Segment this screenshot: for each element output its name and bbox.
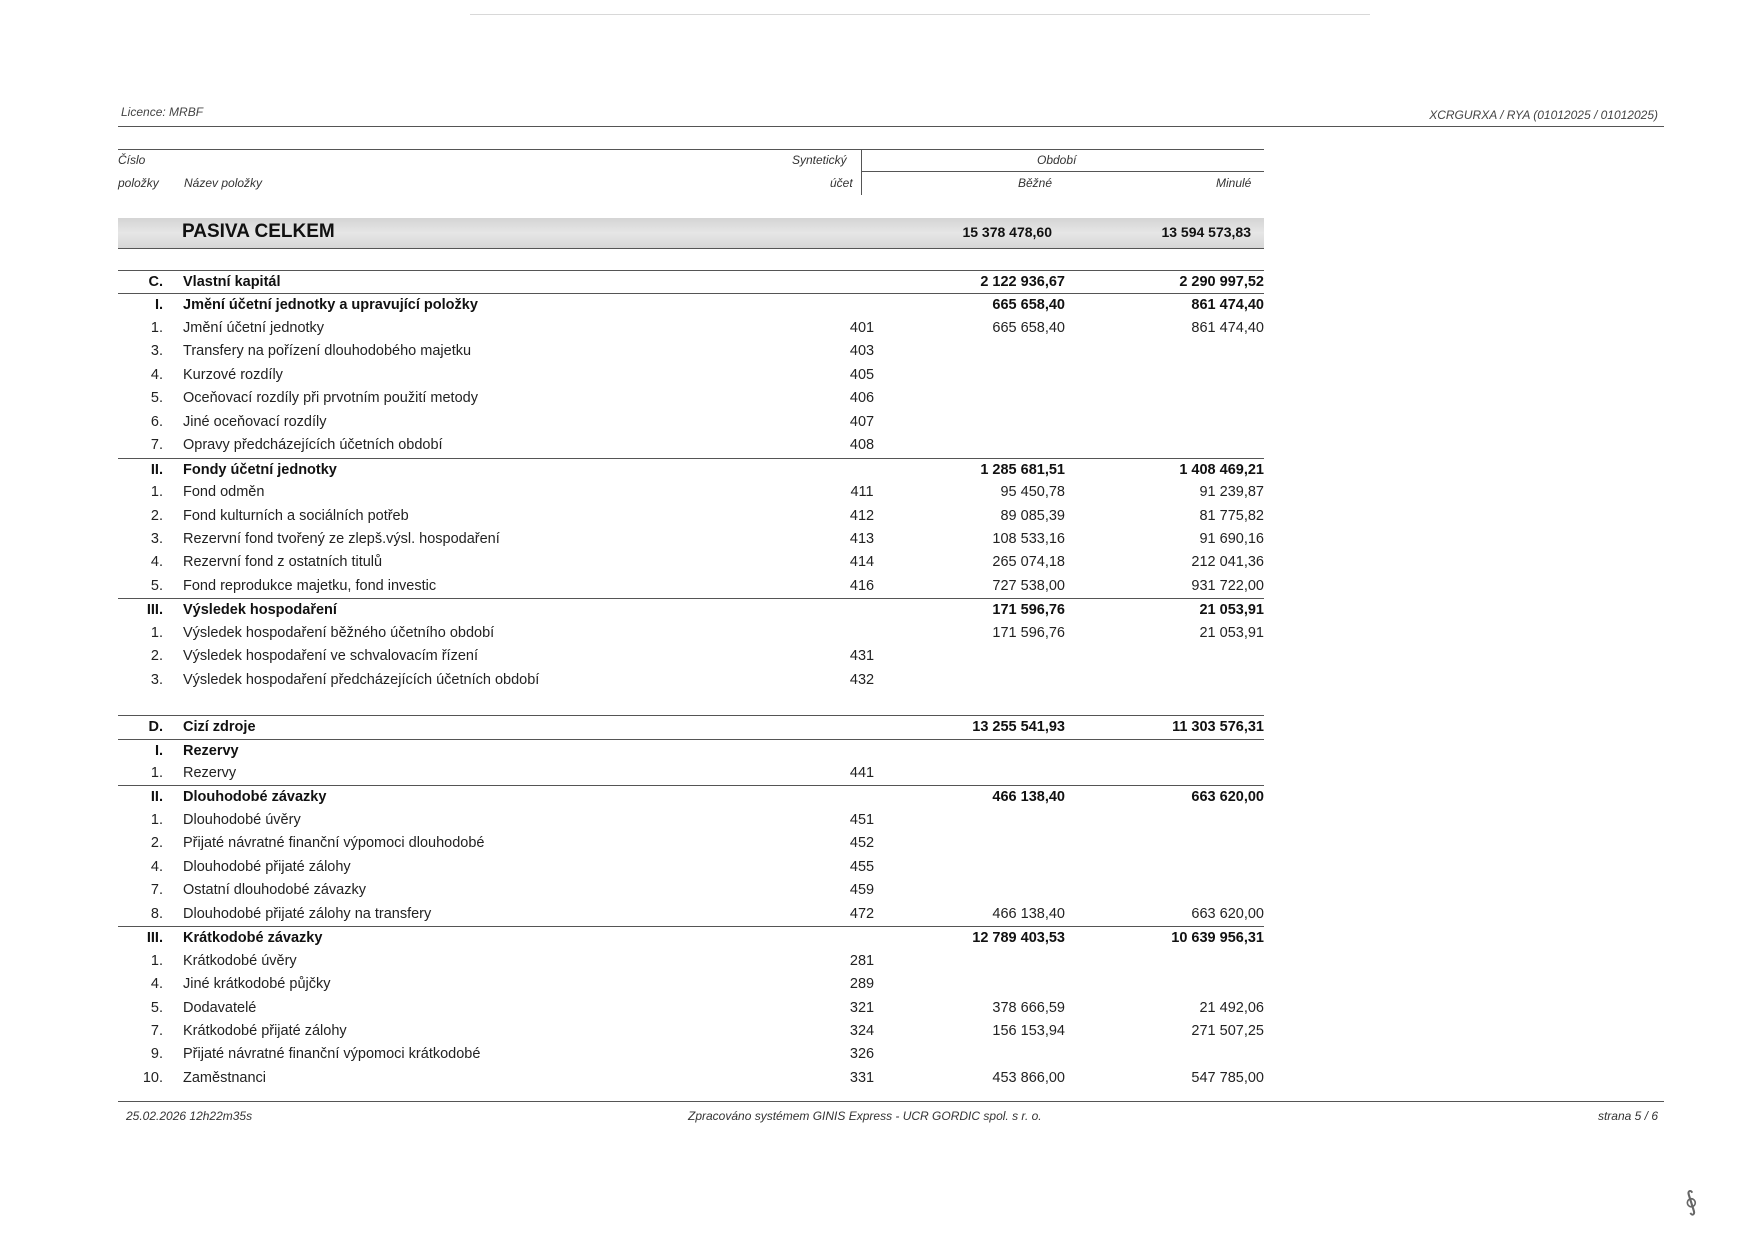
- table-row: [118, 809, 1264, 832]
- row-v2: 663 620,00: [1191, 789, 1264, 806]
- col-nazev: Název položky: [184, 176, 263, 190]
- row-acct: 403: [849, 343, 875, 360]
- row-acct: 472: [849, 905, 875, 922]
- row-code: 1.: [150, 484, 163, 501]
- table-row: [118, 645, 1264, 668]
- col-cislo-2: položky: [118, 176, 159, 190]
- row-name: Krátkodobé přijaté zálohy: [183, 1022, 347, 1039]
- row-acct: 406: [849, 390, 875, 407]
- row-acct: 455: [849, 858, 875, 875]
- row-acct: 432: [849, 671, 875, 688]
- row-code: II.: [150, 789, 163, 806]
- row-name: Dlouhodobé závazky: [183, 789, 327, 806]
- table-row: [118, 551, 1264, 574]
- row-code: 2.: [150, 648, 163, 665]
- row-acct: 289: [849, 976, 875, 993]
- row-v2: 21 053,91: [1199, 602, 1264, 619]
- row-v2: 861 474,40: [1191, 319, 1264, 336]
- table-row: [118, 317, 1264, 340]
- row-code: 5.: [150, 390, 163, 407]
- footer-system: Zpracováno systémem GINIS Express - UCR GORDIC spol. s r. o.: [688, 1109, 1042, 1123]
- row-v1: 12 789 403,53: [972, 930, 1065, 947]
- row-name: Krátkodobé úvěry: [183, 952, 297, 969]
- table-row: [118, 879, 1264, 902]
- row-acct: 459: [849, 882, 875, 899]
- row-v1: 171 596,76: [992, 602, 1065, 619]
- row-v1: 466 138,40: [992, 789, 1065, 806]
- table-row: [118, 340, 1264, 363]
- row-v2: 861 474,40: [1191, 297, 1264, 314]
- row-name: Oceňovací rozdíly při prvotním použití metody: [183, 390, 478, 407]
- table-row: [118, 950, 1264, 973]
- col-bezne: Běžné: [1018, 176, 1053, 190]
- footer-rule: [118, 1101, 1664, 1102]
- row-acct: 326: [849, 1046, 875, 1063]
- row-code: 1.: [150, 811, 163, 828]
- row-name: Rezervy: [183, 765, 237, 781]
- row-v1: 156 153,94: [992, 1022, 1065, 1039]
- colhead-top-rule: [118, 149, 1264, 150]
- row-code: 10.: [142, 1069, 163, 1086]
- row-name: Zaměstnanci: [183, 1069, 267, 1086]
- row-v2: 11 303 576,31: [1172, 719, 1264, 736]
- row-code: 1.: [150, 765, 163, 781]
- total-title: PASIVA CELKEM: [182, 221, 335, 242]
- table-row: [118, 622, 1264, 645]
- row-code: 7.: [150, 437, 163, 454]
- row-acct: 408: [849, 437, 875, 454]
- row-name: Jiné oceňovací rozdíly: [183, 413, 327, 430]
- row-code: 2.: [150, 507, 163, 524]
- section-row: [118, 926, 1264, 950]
- row-name: Rezervní fond tvořený ze zlepš.výsl. hospodaření: [183, 530, 500, 547]
- section-row: [118, 785, 1264, 809]
- row-name: Dlouhodobé přijaté zálohy: [183, 858, 351, 875]
- row-name: Vlastní kapitál: [183, 274, 281, 290]
- row-v1: 2 122 936,67: [980, 274, 1065, 290]
- row-name: Výsledek hospodaření ve schvalovacím řízení: [183, 648, 478, 665]
- row-code: 5.: [150, 999, 163, 1016]
- table-row: [118, 762, 1264, 785]
- row-v1: 1 285 681,51: [980, 461, 1065, 478]
- row-name: Dlouhodobé přijaté zálohy na transfery: [183, 905, 432, 922]
- table-row: [118, 973, 1264, 996]
- row-acct: 411: [850, 484, 874, 501]
- row-code: 1.: [150, 952, 163, 969]
- footer-page: strana 5 / 6: [1597, 1109, 1658, 1123]
- row-name: Jmění účetní jednotky a upravující položky: [183, 297, 478, 314]
- row-name: Opravy předcházejících účetních období: [183, 437, 443, 454]
- row-acct: 324: [849, 1022, 875, 1039]
- table-row: [118, 856, 1264, 879]
- total-minule: 13 594 573,83: [1161, 224, 1251, 240]
- row-v1: 265 074,18: [992, 554, 1065, 571]
- section-row: [118, 293, 1264, 317]
- row-code: 8.: [150, 905, 163, 922]
- section-row: [118, 270, 1264, 294]
- footer-timestamp: 25.02.2026 12h22m35s: [126, 1109, 253, 1123]
- row-name: Ostatní dlouhodobé závazky: [183, 882, 366, 899]
- row-v1: 727 538,00: [992, 577, 1065, 594]
- row-code: III.: [146, 930, 163, 947]
- row-name: Fondy účetní jednotky: [183, 461, 337, 478]
- table-row: [118, 1020, 1264, 1043]
- row-acct: 451: [849, 811, 875, 828]
- row-name: Dodavatelé: [183, 999, 257, 1016]
- row-code: 4.: [150, 554, 163, 571]
- row-v1: 95 450,78: [1000, 484, 1065, 501]
- table-row: [118, 481, 1264, 504]
- row-code: II.: [150, 461, 163, 478]
- row-code: 1.: [150, 624, 163, 641]
- row-v2: 10 639 956,31: [1171, 930, 1264, 947]
- row-v2: 271 507,25: [1191, 1022, 1264, 1039]
- table-row: [118, 575, 1264, 598]
- row-v2: 1 408 469,21: [1179, 461, 1264, 478]
- row-name: Rezervní fond z ostatních titulů: [183, 554, 383, 571]
- row-v2: 91 239,87: [1199, 484, 1264, 501]
- row-acct: 407: [849, 413, 875, 430]
- table-row: [118, 669, 1264, 692]
- row-acct: 416: [849, 577, 875, 594]
- total-bezne: 15 378 478,60: [962, 224, 1052, 240]
- row-code: 7.: [150, 1022, 163, 1039]
- table-row: [118, 1043, 1264, 1066]
- table-row: [118, 1067, 1264, 1090]
- handwritten-initials: ∮: [1679, 1184, 1703, 1218]
- row-v2: 21 053,91: [1199, 624, 1264, 641]
- table-row: [118, 434, 1264, 457]
- row-code: 7.: [150, 882, 163, 899]
- row-name: Výsledek hospodaření běžného účetního období: [183, 624, 495, 641]
- row-acct: 441: [849, 765, 875, 781]
- row-name: Jmění účetní jednotky: [183, 319, 325, 336]
- table-row: [118, 903, 1264, 926]
- section-row: [118, 598, 1264, 622]
- row-acct: 281: [849, 952, 875, 969]
- row-name: Fond odměn: [183, 484, 265, 501]
- license-label: Licence: MRBF: [121, 105, 204, 119]
- header-rule: [118, 126, 1664, 127]
- row-v1: 89 085,39: [1000, 507, 1065, 524]
- row-code: 3.: [150, 671, 163, 688]
- table-row: [118, 528, 1264, 551]
- band-bottom-rule: [118, 248, 1264, 249]
- row-code: 3.: [150, 530, 163, 547]
- row-v2: 663 620,00: [1191, 905, 1264, 922]
- row-code: 3.: [150, 343, 163, 360]
- row-v1: 13 255 541,93: [972, 719, 1065, 736]
- row-name: Fond reprodukce majetku, fond investic: [183, 577, 437, 594]
- row-v1: 108 533,16: [992, 530, 1065, 547]
- row-name: Výsledek hospodaření předcházejících účetních období: [183, 671, 540, 688]
- row-name: Transfery na pořízení dlouhodobého majetku: [183, 343, 472, 360]
- row-code: 2.: [150, 835, 163, 852]
- row-name: Krátkodobé závazky: [183, 930, 323, 947]
- row-acct: 401: [849, 319, 875, 336]
- col-synteticky: Syntetický: [792, 153, 847, 167]
- table-row: [118, 387, 1264, 410]
- section-row: [118, 715, 1264, 739]
- row-v1: 171 596,76: [992, 624, 1065, 641]
- row-code: 4.: [150, 976, 163, 993]
- row-v2: 81 775,82: [1199, 507, 1264, 524]
- table-row: [118, 997, 1264, 1020]
- row-v2: 212 041,36: [1191, 554, 1264, 571]
- col-cislo-1: Číslo: [118, 153, 146, 167]
- table-row: [118, 411, 1264, 434]
- section-row: [118, 458, 1264, 482]
- row-name: Jiné krátkodobé půjčky: [183, 976, 331, 993]
- row-name: Fond kulturních a sociálních potřeb: [183, 507, 409, 524]
- row-acct: 321: [849, 999, 875, 1016]
- section-row: [118, 739, 1264, 763]
- row-code: D.: [148, 719, 163, 736]
- row-v1: 378 666,59: [992, 999, 1065, 1016]
- row-acct: 331: [849, 1069, 875, 1086]
- row-code: I.: [154, 297, 163, 314]
- synt-divider: [861, 149, 862, 195]
- col-ucet: účet: [830, 176, 853, 190]
- col-obdobi: Období: [1037, 153, 1077, 167]
- row-v1: 466 138,40: [992, 905, 1065, 922]
- row-code: 4.: [150, 858, 163, 875]
- row-acct: 413: [849, 530, 875, 547]
- row-acct: 431: [849, 648, 875, 665]
- col-minule: Minulé: [1216, 176, 1252, 190]
- row-v2: 21 492,06: [1199, 999, 1264, 1016]
- row-name: Cizí zdroje: [183, 719, 256, 736]
- row-name: Rezervy: [183, 742, 239, 759]
- row-name: Přijaté návratné finanční výpomoci krátkodobé: [183, 1046, 481, 1063]
- row-code: C.: [148, 274, 163, 290]
- obdobi-rule: [862, 171, 1264, 172]
- table-row: [118, 505, 1264, 528]
- scan-top-line: [470, 14, 1370, 15]
- row-acct: 414: [849, 554, 875, 571]
- row-code: I.: [154, 742, 163, 759]
- row-name: Dlouhodobé úvěry: [183, 811, 301, 828]
- row-acct: 405: [849, 366, 875, 383]
- row-code: 1.: [150, 319, 163, 336]
- table-row: [118, 364, 1264, 387]
- row-v2: 547 785,00: [1191, 1069, 1264, 1086]
- table-row: [118, 832, 1264, 855]
- row-v2: 91 690,16: [1199, 530, 1264, 547]
- row-v1: 453 866,00: [992, 1069, 1065, 1086]
- row-code: 5.: [150, 577, 163, 594]
- row-name: Výsledek hospodaření: [183, 602, 337, 619]
- row-v2: 2 290 997,52: [1179, 274, 1264, 290]
- row-code: III.: [146, 602, 163, 619]
- row-v1: 665 658,40: [992, 319, 1065, 336]
- row-name: Přijaté návratné finanční výpomoci dlouhodobé: [183, 835, 485, 852]
- row-acct: 452: [849, 835, 875, 852]
- row-acct: 412: [849, 507, 875, 524]
- row-code: 9.: [150, 1046, 163, 1063]
- row-v1: 665 658,40: [992, 297, 1065, 314]
- row-name: Kurzové rozdíly: [183, 366, 283, 383]
- row-v2: 931 722,00: [1191, 577, 1264, 594]
- row-code: 6.: [150, 413, 163, 430]
- row-code: 4.: [150, 366, 163, 383]
- report-code: XCRGURXA / RYA (01012025 / 01012025): [1429, 108, 1658, 122]
